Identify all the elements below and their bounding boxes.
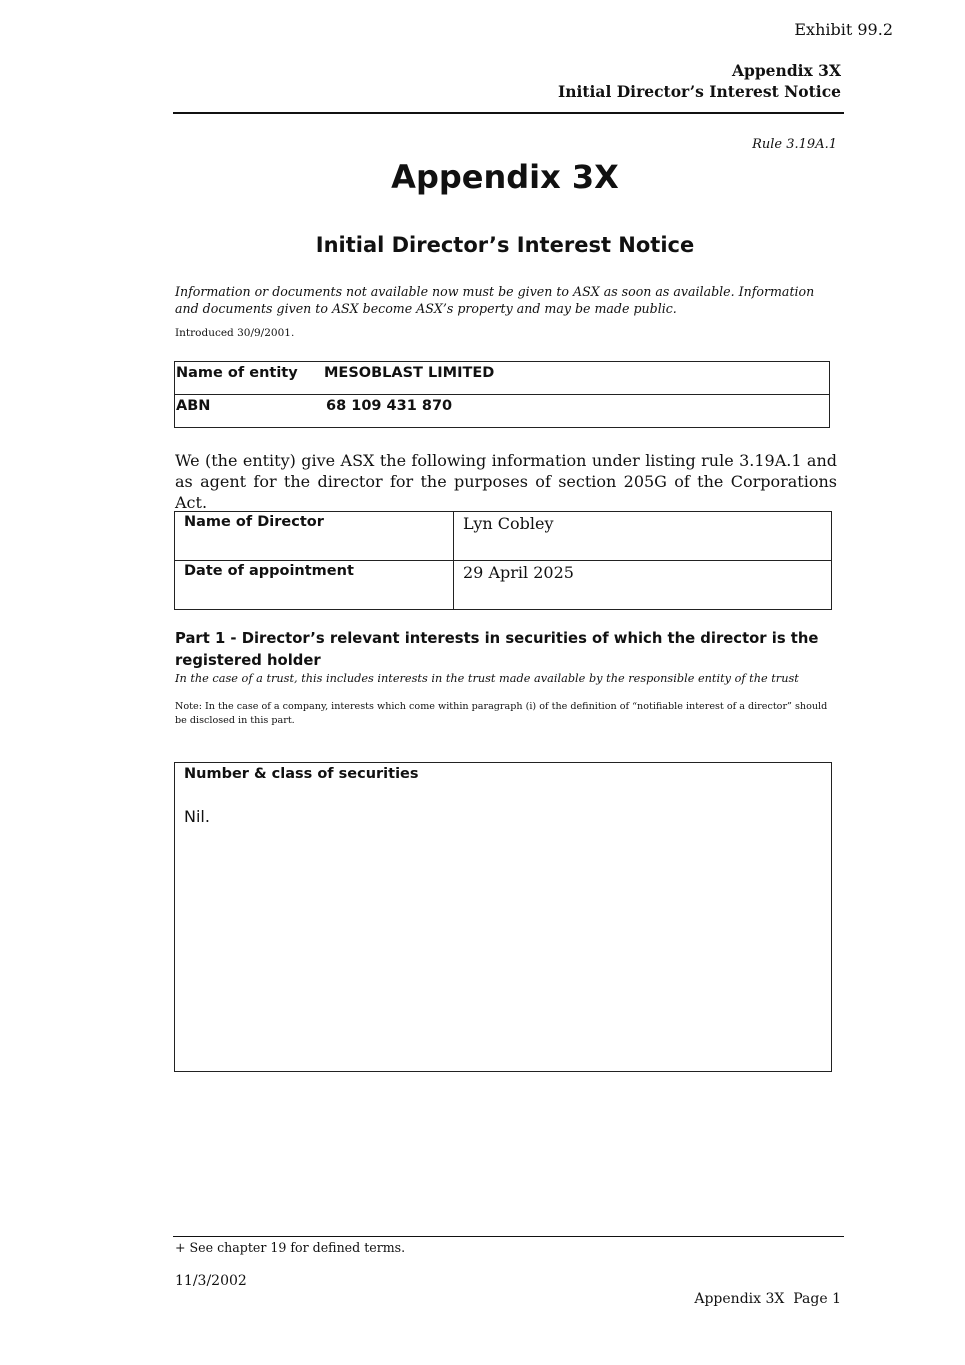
exhibit-label: Exhibit 99.2 (794, 20, 893, 39)
header-divider (173, 112, 844, 114)
running-header-line2: Initial Director’s Interest Notice (557, 82, 841, 101)
entity-name-value: MESOBLAST LIMITED (324, 365, 495, 381)
part1-heading: Part 1 - Director’s relevant interests in securities of which the director is the registered holder (175, 630, 819, 669)
entity-name-label: Name of entity (176, 365, 298, 381)
abn-row (175, 395, 830, 428)
footer-note: + See chapter 19 for defined terms. (175, 1240, 406, 1255)
introduced-date: Introduced 30/9/2001. (175, 327, 295, 339)
rule-reference: Rule 3.19A.1 (752, 137, 837, 152)
appointment-date-row (175, 561, 832, 610)
director-name-row (175, 512, 832, 561)
abn-value: 68 109 431 870 (326, 398, 453, 414)
appointment-date-label: Date of appointment (175, 561, 454, 610)
entity-table (174, 361, 830, 428)
statement-paragraph: We (the entity) give ASX the following information under listing rule 3.19A.1 and as agent for the director for the purposes of section 205G of the Corporations Act. (175, 451, 837, 512)
page-subtitle: Initial Director’s Interest Notice (315, 233, 695, 257)
director-table (174, 511, 832, 610)
director-name-label: Name of Director (175, 512, 454, 561)
info-text: Information or documents not available now must be given to ASX as soon as available. Information and documents given to ASX become ASX’s property and may be made public. (175, 284, 815, 316)
footer-date: 11/3/2002 (175, 1273, 247, 1289)
page-number: Appendix 3X Page 1 (694, 1291, 841, 1307)
securities-box (174, 762, 832, 1072)
part1-subheading: In the case of a trust, this includes interests in the trust made available by the responsible entity of the trust (175, 672, 799, 685)
footer-divider (173, 1236, 844, 1237)
running-header-line1: Appendix 3X (731, 61, 841, 80)
running-header (558, 60, 841, 102)
director-name-value: Lyn Cobley (454, 512, 832, 561)
part1-note: Note: In the case of a company, interests which come within paragraph (i) of the definition of “notifiable interest of a director” should be disclosed in this part. (175, 701, 828, 726)
page-title: Appendix 3X (391, 158, 619, 196)
securities-label: Number & class of securities (184, 766, 419, 782)
abn-label: ABN (176, 398, 211, 414)
entity-name-row (175, 362, 830, 395)
securities-value: Nil. (184, 807, 210, 826)
appointment-date-value: 29 April 2025 (454, 561, 832, 610)
